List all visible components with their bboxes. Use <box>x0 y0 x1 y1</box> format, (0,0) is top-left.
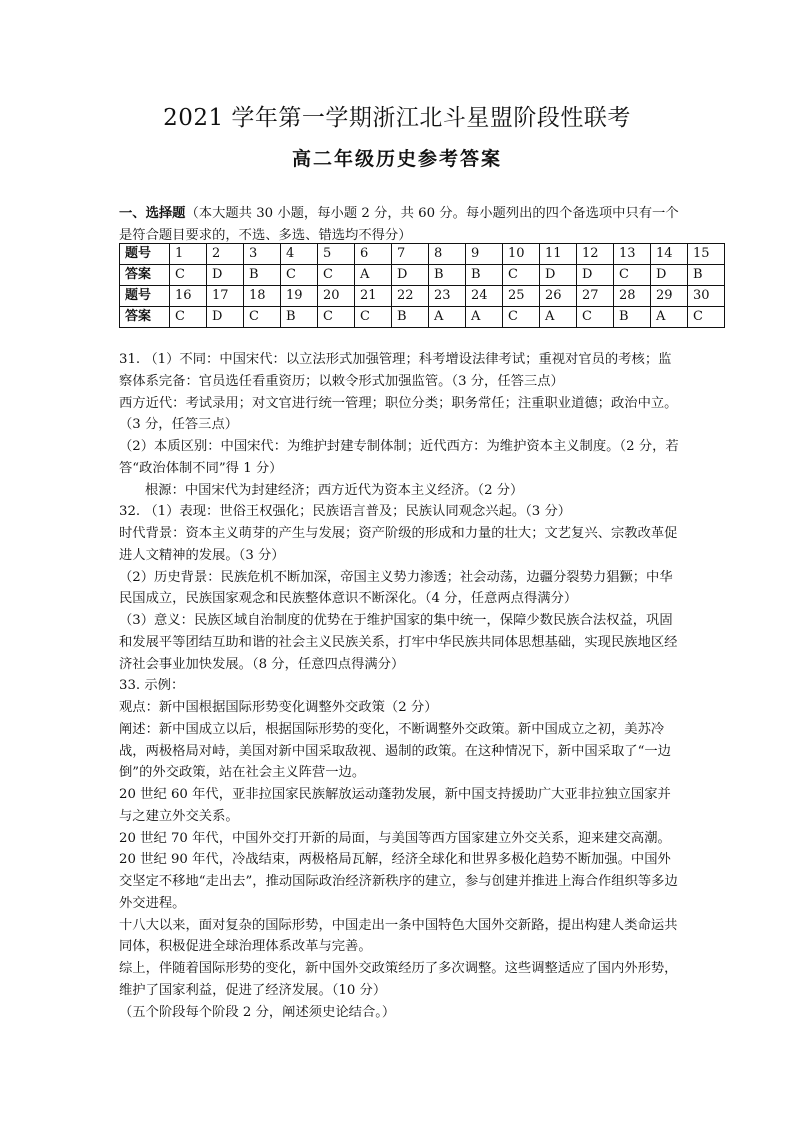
table-cell: D <box>577 265 614 286</box>
table-cell: 11 <box>540 244 577 265</box>
table-cell: 4 <box>281 244 318 265</box>
paragraph-q31-1: 31. （1）不同：中国宋代：以立法形式加强管理；科考增设法律考试；重视对官员的考核；监察体系完备：官员选任看重资历；以敕令形式加强监管。（3 分，任答三点） <box>119 352 672 389</box>
table-cell: 29 <box>651 286 688 307</box>
table-cell: D <box>207 307 244 328</box>
table-cell: C <box>614 265 651 286</box>
table-cell: B <box>688 265 725 286</box>
table-cell: C <box>688 307 725 328</box>
table-cell: B <box>614 307 651 328</box>
paragraph-q33-8: 综上，伴随着国际形势的变化，新中国外交政策经历了多次调整。这些调整适应了国内外形势，维护了国家利益，促进了经济发展。（10 分） <box>119 961 678 998</box>
table-cell: 1 <box>170 244 207 265</box>
paragraph-q31-2: 西方近代：考试录用；对文官进行统一管理；职位分类；职务常任；注重职业道德；政治中立。（3 分，任答三点） <box>119 395 678 433</box>
table-cell: C <box>503 307 540 328</box>
row-label-answer: 答案 <box>120 307 170 328</box>
table-cell: 3 <box>244 244 281 265</box>
paragraph-q33-5: 20 世纪 70 年代，中国外交打开新的局面，与美国等西方国家建立外交关系，迎来建交高潮。 <box>119 830 671 846</box>
table-cell: B <box>466 265 503 286</box>
paragraph-q33-1: 33. 示例： <box>119 678 185 694</box>
table-cell: 8 <box>429 244 466 265</box>
table-cell: 30 <box>688 286 725 307</box>
table-cell: 22 <box>392 286 429 307</box>
table-cell: 2 <box>207 244 244 265</box>
table-cell: B <box>281 307 318 328</box>
paragraph-q33-4: 20 世纪 60 年代，亚非拉国家民族解放运动蓬勃发展，新中国支持援助广大亚非拉独立国家并与之建立外交关系。 <box>119 787 671 824</box>
paragraph-q32-1: 32. （1）表现：世俗王权强化；民族语言普及；民族认同观念兴起。（3 分） <box>119 504 572 520</box>
section-heading: 一、选择题 <box>119 206 186 221</box>
paragraph-q32-4: （3）意义：民族区域自治制度的优势在于维护国家的集中统一，保障少数民族合法权益，巩固和发展平等团结互助和谐的社会主义民族关系，打牢中华民族共同体思想基础，实现民族地区经济社会事业加快发展。（8 分，任意四点得满分） <box>119 613 678 672</box>
table-cell: C <box>577 307 614 328</box>
table-cell: C <box>170 307 207 328</box>
table-cell: B <box>392 307 429 328</box>
table-cell: C <box>318 307 355 328</box>
table-cell: 13 <box>614 244 651 265</box>
table-cell: C <box>503 265 540 286</box>
paragraph-q33-6: 20 世纪 90 年代，冷战结束，两极格局瓦解，经济全球化和世界多极化趋势不断加强。中国外交坚定不移地“走出去”，推动国际政治经济新秩序的建立，参与创建并推进上海合作组织等多边外交进程。 <box>119 852 678 911</box>
row-label-answer: 答案 <box>120 265 170 286</box>
row-label-number: 题号 <box>120 286 170 307</box>
row-label-number: 题号 <box>120 244 170 265</box>
table-cell: D <box>540 265 577 286</box>
paragraph-q33-3: 阐述：新中国成立以后，根据国际形势的变化，不断调整外交政策。新中国成立之初，美苏冷战，两极格局对峙，美国对新中国采取敌视、遏制的政策。在这种情况下，新中国采取了“一边倒”的外交政策，站在社会主义阵营一边。 <box>119 721 671 781</box>
table-cell: 23 <box>429 286 466 307</box>
paragraph-q33-7: 十八大以来，面对复杂的国际形势，中国走出一条中国特色大国外交新路，提出构建人类命运共同体，积极促进全球治理体系改革与完善。 <box>119 917 678 955</box>
paragraph-q33-2: 观点：新中国根据国际形势变化调整外交政策（2 分） <box>119 700 438 715</box>
table-cell: 19 <box>281 286 318 307</box>
table-cell: 17 <box>207 286 244 307</box>
table-cell: 10 <box>503 244 540 265</box>
table-row-answers-2 <box>120 307 725 328</box>
answer-table <box>119 243 725 328</box>
paragraph-q31-4: 根源：中国宋代为封建经济；西方近代为资本主义经济。（2 分） <box>145 482 524 498</box>
table-cell: 7 <box>392 244 429 265</box>
table-cell: 24 <box>466 286 503 307</box>
paragraph-q31-3: （2）本质区别：中国宋代：为维护封建专制体制；近代西方：为维护资本主义制度。（2 分，若答“政治体制不同”得 1 分） <box>119 439 679 476</box>
table-cell: C <box>318 265 355 286</box>
table-cell: 28 <box>614 286 651 307</box>
table-cell: 9 <box>466 244 503 265</box>
page-title: 2021 学年第一学期浙江北斗星盟阶段性联考 <box>163 105 631 131</box>
table-cell: C <box>355 307 392 328</box>
table-row-numbers-2 <box>120 286 725 307</box>
table-cell: 18 <box>244 286 281 307</box>
section-description: （本大题共 30 小题，每小题 2 分，共 60 分。每小题列出的四个备选项中只有一个是符合题目要求的，不选、多选、错选均不得分） <box>119 206 679 243</box>
answer-body <box>119 349 679 1023</box>
table-cell: D <box>392 265 429 286</box>
table-cell: 21 <box>355 286 392 307</box>
section-choice-intro <box>119 203 679 247</box>
table-cell: A <box>429 307 466 328</box>
table-cell: 26 <box>540 286 577 307</box>
table-cell: 6 <box>355 244 392 265</box>
table-cell: A <box>540 307 577 328</box>
paragraph-q32-3: （2）历史背景：民族危机不断加深，帝国主义势力渗透；社会动荡，边疆分裂势力猖獗；中华民国成立，民族国家观念和民族整体意识不断深化。（4 分，任意两点得满分） <box>119 569 673 607</box>
table-cell: C <box>170 265 207 286</box>
table-cell: A <box>466 307 503 328</box>
table-cell: A <box>355 265 392 286</box>
table-cell: 16 <box>170 286 207 307</box>
table-cell: 25 <box>503 286 540 307</box>
table-cell: 27 <box>577 286 614 307</box>
table-cell: A <box>651 307 688 328</box>
table-cell: C <box>244 307 281 328</box>
paragraph-q32-2: 时代背景：资本主义萌芽的产生与发展；资产阶级的形成和力量的壮大；文艺复兴、宗教改革促进人文精神的发展。（3 分） <box>119 526 678 563</box>
table-cell: 12 <box>577 244 614 265</box>
table-cell: C <box>281 265 318 286</box>
page-subtitle: 高二年级历史参考答案 <box>291 148 502 170</box>
table-row-answers-1 <box>120 265 725 286</box>
table-cell: 14 <box>651 244 688 265</box>
table-cell: 15 <box>688 244 725 265</box>
paragraph-q33-9: （五个阶段每个阶段 2 分，阐述须史论结合。） <box>119 1004 396 1020</box>
table-cell: B <box>244 265 281 286</box>
table-cell: D <box>651 265 688 286</box>
table-cell: 20 <box>318 286 355 307</box>
table-cell: 5 <box>318 244 355 265</box>
table-cell: D <box>207 265 244 286</box>
table-row-numbers-1 <box>120 244 725 265</box>
table-cell: B <box>429 265 466 286</box>
